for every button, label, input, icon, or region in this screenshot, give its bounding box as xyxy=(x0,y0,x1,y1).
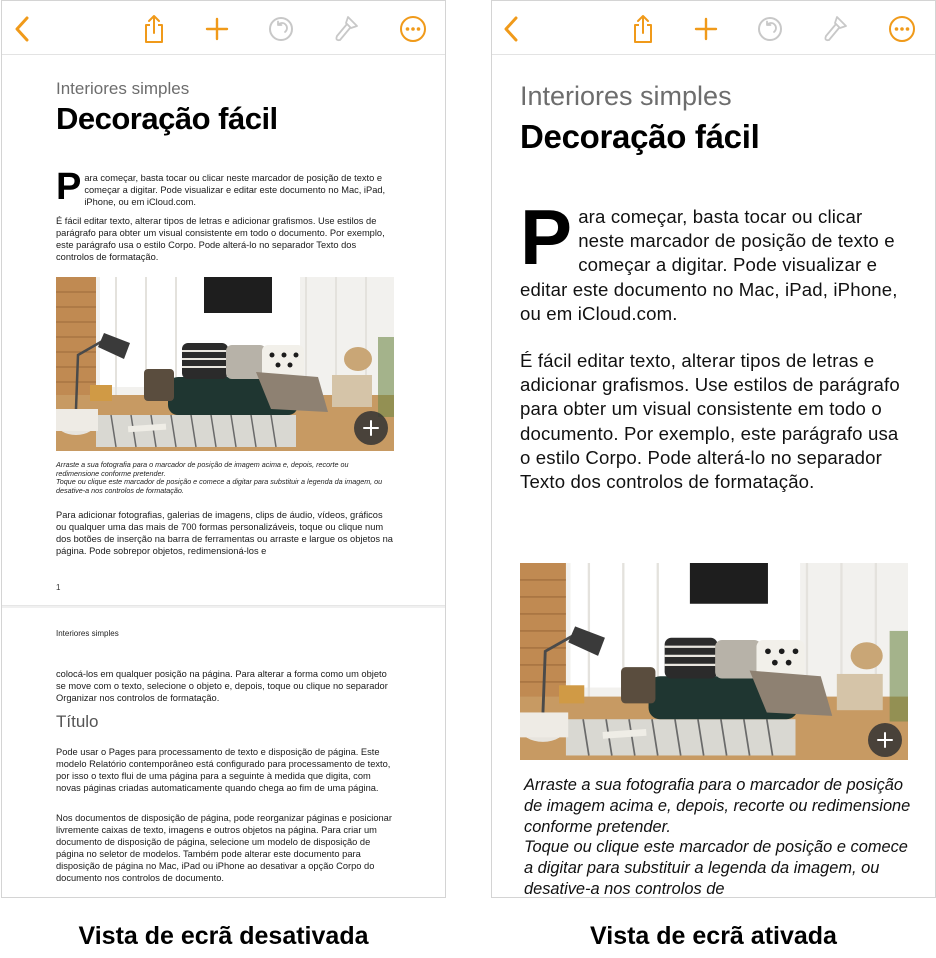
living-room-photo xyxy=(56,277,394,451)
paragraph-text: ara começar, basta tocar ou clicar neste marcador de posição de texto e começar a digitar. Pode visualizar e editar este documento no Mac, iPad, iPhone, ou em iCloud.com. xyxy=(520,206,898,324)
plus-icon xyxy=(876,731,894,749)
caption-line-2: Toque ou clique este marcador de posição e comece a digitar para substituir a legenda da imagem, ou desative-a nos controlos de formatação. xyxy=(56,477,383,495)
body-paragraph-6[interactable]: Nos documentos de disposição de página, pode reorganizar páginas e posicionar livremente caixas de texto, imagens e outros objetos na página. Para criar um documento de disposição de página, selecione um modelo de disposição de página no seletor de modelos. Também pode alterar este documento para disposição de página no Mac, iPad ou iPhone ao desativar a opção Corpo do documento nos controlos de documento. xyxy=(56,813,392,884)
format-brush-icon[interactable] xyxy=(332,14,362,44)
undo-icon[interactable] xyxy=(266,14,296,44)
back-chevron-icon[interactable] xyxy=(496,14,526,44)
share-icon[interactable] xyxy=(139,14,169,44)
toolbar xyxy=(492,1,935,55)
add-icon[interactable] xyxy=(202,14,232,44)
document-subtitle[interactable]: Interiores simples xyxy=(56,79,190,98)
image-placeholder[interactable] xyxy=(520,563,908,760)
image-caption[interactable] xyxy=(524,775,911,898)
section-heading[interactable]: Título xyxy=(56,712,99,731)
document-title[interactable]: Decoração fácil xyxy=(520,118,760,155)
body-paragraph-1[interactable] xyxy=(56,166,393,208)
document-subtitle[interactable]: Interiores simples xyxy=(520,81,732,111)
caption-line-1: Arraste a sua fotografia para o marcador de posição de imagem acima e, depois, recorte ou redimensione conforme pretender. xyxy=(524,776,911,836)
paragraph-text: ara começar, basta tocar ou clicar neste marcador de posição de texto e começar a digitar. Pode visualizar e editar este documento no Mac, iPad, iPhone, ou em iCloud.com. xyxy=(84,173,386,208)
add-media-button[interactable] xyxy=(354,411,388,445)
share-icon[interactable] xyxy=(628,14,658,44)
add-media-button[interactable] xyxy=(868,723,902,757)
living-room-photo xyxy=(520,563,908,760)
caption-line-1: Arraste a sua fotografia para o marcador de posição de imagem acima e, depois, recorte ou redimensione conforme pretender. xyxy=(56,460,349,478)
drop-cap: P xyxy=(520,193,573,281)
page-number: 1 xyxy=(56,583,61,592)
body-paragraph-5[interactable]: Pode usar o Pages para processamento de texto e disposição de página. Este modelo Relatório contemporâneo está configurado para processamento de texto, por isso o texto flui de uma página para a seguinte à medida que digita, com novas páginas criadas automaticamente quando chega ao fim de uma página. xyxy=(56,747,391,794)
body-paragraph-2[interactable]: É fácil editar texto, alterar tipos de letras e adicionar grafismos. Use estilos de parágrafo para obter um visual consistente em todo o documento. Por exemplo, este parágrafo usa o estilo Corpo. Pode alterá-lo no separador Texto dos controlos de formatação. xyxy=(520,350,900,493)
screen-view-off-phone xyxy=(1,0,446,898)
page-break xyxy=(2,605,445,608)
undo-icon[interactable] xyxy=(755,14,785,44)
back-chevron-icon[interactable] xyxy=(7,14,37,44)
format-brush-icon[interactable] xyxy=(821,14,851,44)
plus-icon xyxy=(362,419,380,437)
body-paragraph-2[interactable]: É fácil editar texto, alterar tipos de letras e adicionar grafismos. Use estilos de parágrafo para obter um visual consistente em todo o documento. Por exemplo, este parágrafo usa o estilo Corpo. Pode alterá-lo no separador Texto dos controlos de formatação. xyxy=(56,216,385,263)
toolbar xyxy=(2,1,445,55)
label-screen-view-on: Vista de ecrã ativada xyxy=(590,922,837,950)
image-placeholder[interactable] xyxy=(56,277,394,451)
body-paragraph-1[interactable] xyxy=(520,193,905,326)
more-icon[interactable] xyxy=(398,14,428,44)
label-screen-view-off: Vista de ecrã desativada xyxy=(78,922,369,950)
body-paragraph-3[interactable]: Para adicionar fotografias, galerias de imagens, clips de áudio, vídeos, gráficos ou qualquer uma das mais de 700 formas personalizáveis, toque ou clique num dos botões de inserção na barra de ferramentas ou arraste e largue os objetos na página. Pode sobrepor objetos, redimensioná-los e xyxy=(56,510,393,557)
add-icon[interactable] xyxy=(691,14,721,44)
page-header: Interiores simples xyxy=(56,629,119,638)
drop-cap: P xyxy=(56,166,82,208)
caption-line-2: Toque ou clique este marcador de posição e comece a digitar para substituir a legenda da imagem, ou desative-a nos controlos de xyxy=(524,838,908,898)
more-icon[interactable] xyxy=(887,14,917,44)
screen-view-on-phone xyxy=(491,0,936,898)
image-caption[interactable] xyxy=(56,461,393,495)
body-paragraph-4[interactable]: colocá-los em qualquer posição na página. Para alterar a forma como um objeto se move com o texto, selecione o objeto e, depois, toque ou clique no separador Organizar nos controlos de formatação. xyxy=(56,669,388,704)
document-title[interactable]: Decoração fácil xyxy=(56,101,278,136)
